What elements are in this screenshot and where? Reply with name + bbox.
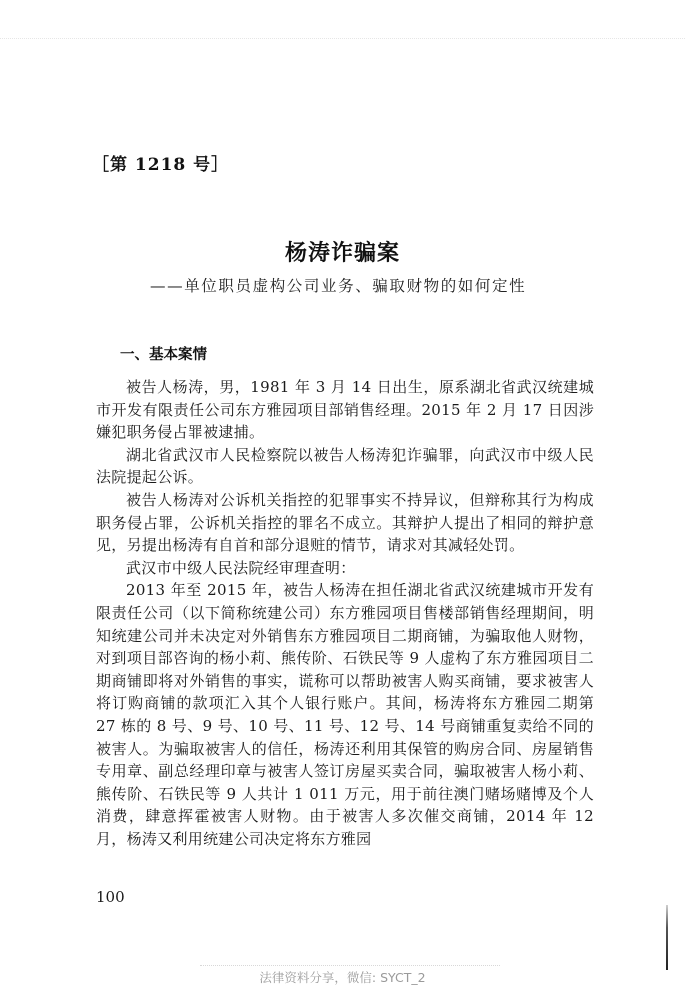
case-subtitle: ——单位职员虚构公司业务、骗取财物的如何定性: [150, 277, 527, 295]
scan-edge-line: [666, 905, 668, 970]
watermark-text: 法律资料分享，微信: SYCT_2: [259, 970, 426, 985]
page-number: 100: [96, 888, 125, 906]
case-number: ［第 1218 号］: [92, 155, 230, 175]
scan-artifact: [0, 38, 685, 40]
paragraph-prosecution: 湖北省武汉市人民检察院以被告人杨涛犯诈骗罪，向武汉市中级人民法院提起公诉。: [96, 445, 594, 487]
body-text: [96, 376, 594, 850]
paragraph-defendant-info: 被告人杨涛，男，1981 年 3 月 14 日出生，原系湖北省武汉统建城市开发有限责任公司东方雅园项目部销售经理。2015 年 2 月 17 日因涉嫌犯职务侵占罪被逮捕。: [96, 378, 594, 442]
paragraph-defense: 被告人杨涛对公诉机关指控的犯罪事实不持异议，但辩称其行为构成职务侵占罪，公诉机关指控的罪名不成立。其辩护人提出了相同的辩护意见，另提出杨涛有自首和部分退赃的情节，请求对其减轻处罚。: [96, 490, 594, 555]
paragraph-facts: 2013 年至 2015 年，被告人杨涛在担任湖北省武汉统建城市开发有限责任公司（以下简称统建公司）东方雅园项目售楼部销售经理期间，明知统建公司并未决定对外销售东方雅园项目二期商铺，为骗取他人财物，对到项目部咨询的杨小莉、熊传阶、石铁民等 9 人虚构了东方雅园项目二期商铺即将对外销售的事实，谎称可以帮助被害人购买商铺，要求被害人将订购商铺的款项汇入其个人银行账户。其间，杨涛将东方雅园二期第 27 栋的 8 号、9 号、10 号、11 号、12 号、14 号商铺重复卖给不同的被害人。为骗取被害人的信任，杨涛还利用其保管的购房合同、房屋销售专用章、副总经理印章与被害人签订房屋买卖合同，骗取被害人杨小莉、熊传阶、石铁民等 9 人共计 1 011 万元，用于前往澳门赌场赌博及个人消费，肆意挥霍被害人财物。由于被害人多次催交商铺，2014 年 12 月，杨涛又利用统建公司决定将东方雅园: [96, 581, 594, 848]
watermark-divider: [200, 965, 500, 966]
case-title: 杨涛诈骗案: [284, 240, 400, 266]
section-heading: 一、基本案情: [120, 347, 207, 363]
paragraph-court-findings-intro: 武汉市中级人民法院经审理查明：: [126, 558, 356, 577]
